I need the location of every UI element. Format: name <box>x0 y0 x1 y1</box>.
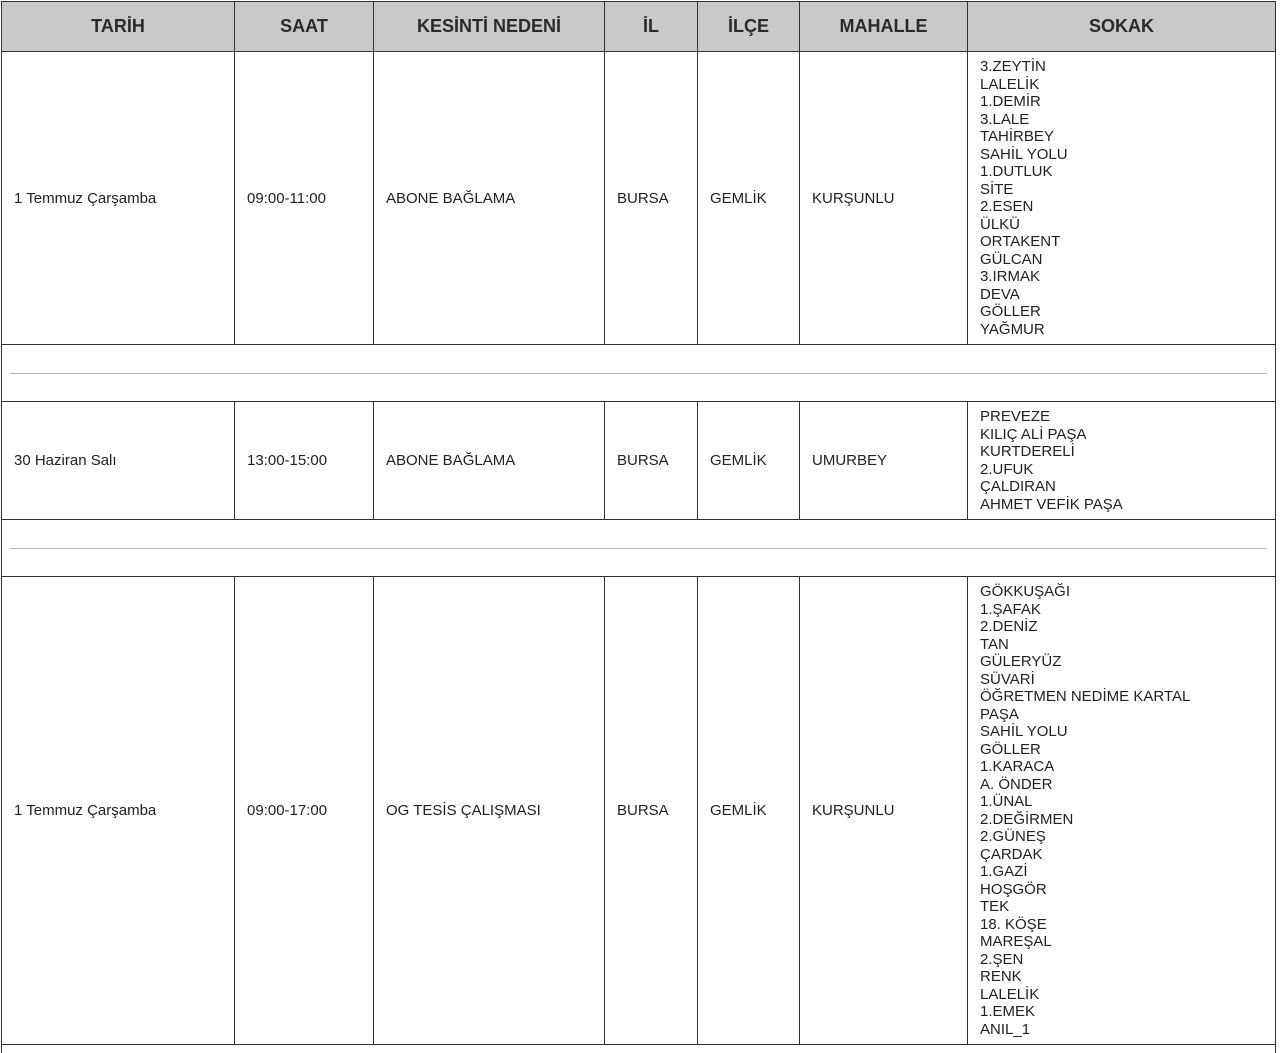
street-item: ÇARDAK <box>980 846 1263 864</box>
header-neighborhood: MAHALLE <box>800 2 968 52</box>
street-item: 3.LALE <box>980 111 1263 129</box>
street-item: 3.ZEYTİN <box>980 58 1263 76</box>
street-item: SİTE <box>980 181 1263 199</box>
cell-neighborhood: UMURBEY <box>800 402 968 520</box>
street-item: GÖKKUŞAĞI <box>980 583 1263 601</box>
street-item: SAHİL YOLU <box>980 146 1263 164</box>
header-reason: KESİNTİ NEDENİ <box>374 2 605 52</box>
street-item: SÜVARİ <box>980 671 1263 689</box>
street-item: 2.GÜNEŞ <box>980 828 1263 846</box>
street-item: YAĞMUR <box>980 321 1263 339</box>
cell-district: GEMLİK <box>698 577 800 1045</box>
street-item: 1.DEMİR <box>980 93 1263 111</box>
header-date: TARİH <box>2 2 235 52</box>
cell-district: GEMLİK <box>698 402 800 520</box>
street-item: 18. KÖŞE <box>980 916 1263 934</box>
street-item: 1.EMEK <box>980 1003 1263 1021</box>
street-item: AHMET VEFİK PAŞA <box>980 496 1263 514</box>
cell-city: BURSA <box>605 402 698 520</box>
street-item: ORTAKENT <box>980 233 1263 251</box>
street-item: LALELİK <box>980 76 1263 94</box>
cell-date: 30 Haziran Salı <box>2 402 235 520</box>
table-row-partial <box>2 1045 1276 1053</box>
street-item: HOŞGÖR <box>980 881 1263 899</box>
separator-cell <box>2 345 1276 402</box>
street-list <box>980 583 1263 1038</box>
table-row <box>2 577 1276 1045</box>
cell-streets <box>968 52 1276 345</box>
cell-city: BURSA <box>605 577 698 1045</box>
street-item: KILIÇ ALİ PAŞA <box>980 426 1263 444</box>
street-list <box>980 408 1263 513</box>
street-item: 2.UFUK <box>980 461 1263 479</box>
street-item: ANIL_1 <box>980 1021 1263 1039</box>
cell-city: BURSA <box>605 52 698 345</box>
street-item: GÖLLER <box>980 741 1263 759</box>
street-item: MAREŞAL <box>980 933 1263 951</box>
street-item: LALELİK <box>980 986 1263 1004</box>
row-separator <box>2 345 1276 402</box>
cell-neighborhood: KURŞUNLU <box>800 52 968 345</box>
street-item: TAN <box>980 636 1263 654</box>
street-item: TAHİRBEY <box>980 128 1263 146</box>
street-item: ÇALDIRAN <box>980 478 1263 496</box>
power-outage-table <box>1 1 1276 1053</box>
street-item: 2.DEĞİRMEN <box>980 811 1263 829</box>
header-city: İL <box>605 2 698 52</box>
street-item: GÜLERYÜZ <box>980 653 1263 671</box>
cell-neighborhood: KURŞUNLU <box>800 577 968 1045</box>
cell-district: GEMLİK <box>698 52 800 345</box>
cell-streets <box>968 577 1276 1045</box>
street-item: RENK <box>980 968 1263 986</box>
header-time: SAAT <box>235 2 374 52</box>
table-row <box>2 52 1276 345</box>
row-separator <box>2 520 1276 577</box>
cell-reason: ABONE BAĞLAMA <box>374 52 605 345</box>
cell-date: 1 Temmuz Çarşamba <box>2 52 235 345</box>
table-header-row <box>2 2 1276 52</box>
cell-streets <box>968 402 1276 520</box>
street-item: 3.IRMAK <box>980 268 1263 286</box>
street-item: ÖĞRETMEN NEDİME KARTAL <box>980 688 1263 706</box>
street-item: KURTDERELİ <box>980 443 1263 461</box>
street-item: 1.GAZİ <box>980 863 1263 881</box>
street-item: ÜLKÜ <box>980 216 1263 234</box>
street-item: GÖLLER <box>980 303 1263 321</box>
cell-time: 09:00-11:00 <box>235 52 374 345</box>
cell-time: 09:00-17:00 <box>235 577 374 1045</box>
header-district: İLÇE <box>698 2 800 52</box>
separator-line <box>10 373 1267 374</box>
street-item: A. ÖNDER <box>980 776 1263 794</box>
street-item: 1.ÜNAL <box>980 793 1263 811</box>
cell-reason: OG TESİS ÇALIŞMASI <box>374 577 605 1045</box>
street-item: 2.DENİZ <box>980 618 1263 636</box>
separator-cell <box>2 520 1276 577</box>
street-item: 1.KARACA <box>980 758 1263 776</box>
street-item: PAŞA <box>980 706 1263 724</box>
street-item: TEK <box>980 898 1263 916</box>
street-item: SAHİL YOLU <box>980 723 1263 741</box>
street-item: 2.ŞEN <box>980 951 1263 969</box>
street-list <box>980 58 1263 338</box>
street-item: 2.ESEN <box>980 198 1263 216</box>
street-item: 1.DUTLUK <box>980 163 1263 181</box>
street-item: 1.ŞAFAK <box>980 601 1263 619</box>
cell-date: 1 Temmuz Çarşamba <box>2 577 235 1045</box>
separator-line <box>10 548 1267 549</box>
cell-time: 13:00-15:00 <box>235 402 374 520</box>
street-item: DEVA <box>980 286 1263 304</box>
header-streets: SOKAK <box>968 2 1276 52</box>
table-row <box>2 402 1276 520</box>
street-item: GÜLCAN <box>980 251 1263 269</box>
cell-reason: ABONE BAĞLAMA <box>374 402 605 520</box>
street-item: PREVEZE <box>980 408 1263 426</box>
partial-next-row <box>2 1045 1276 1053</box>
